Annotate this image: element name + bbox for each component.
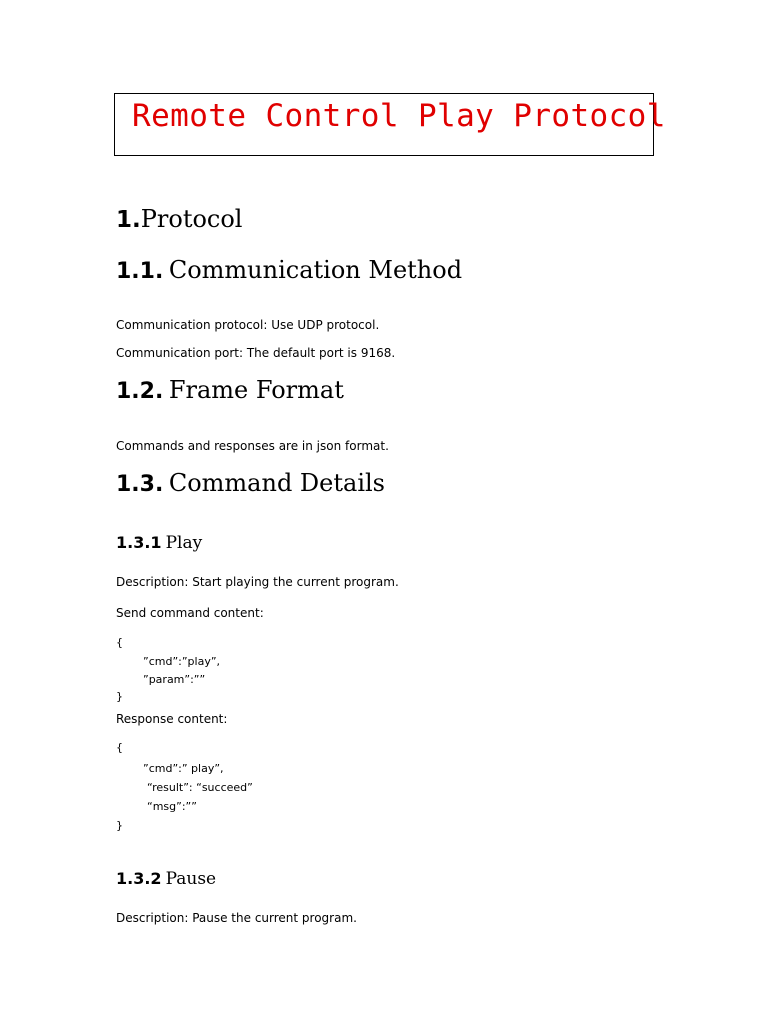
- document-title: Remote Control Play Protocol: [132, 98, 666, 134]
- heading-number: 1.3.2: [116, 869, 162, 888]
- heading-number: 1.3.: [116, 472, 164, 497]
- paragraph-port: Communication port: The default port is 9168.: [116, 346, 396, 360]
- code-line: ”cmd”:” play”,: [143, 762, 224, 775]
- code-line: ”param”:””: [143, 673, 206, 686]
- heading-frame-format: [116, 376, 344, 404]
- paragraph-protocol: Communication protocol: Use UDP protocol.: [116, 318, 380, 332]
- heading-protocol: [116, 205, 242, 233]
- code-line: “msg”:””: [147, 800, 197, 813]
- heading-communication-method: [116, 256, 462, 284]
- heading-text: Protocol: [140, 205, 243, 233]
- pause-description: Description: Pause the current program.: [116, 911, 357, 925]
- play-response-label: Response content:: [116, 712, 228, 726]
- heading-text: Play: [165, 533, 203, 553]
- heading-number: 1.1.: [116, 259, 164, 284]
- heading-number: 1.3.1: [116, 533, 162, 552]
- paragraph-json-format: Commands and responses are in json format.: [116, 439, 389, 453]
- heading-text: Command Details: [168, 469, 385, 497]
- code-line: “result”: “succeed”: [147, 781, 253, 794]
- heading-command-details: [116, 469, 385, 497]
- heading-play: [116, 533, 202, 553]
- heading-pause: [116, 869, 216, 889]
- code-line: {: [116, 741, 123, 754]
- title-box: [114, 93, 666, 156]
- heading-text: Pause: [165, 869, 217, 889]
- heading-text: Communication Method: [168, 256, 463, 284]
- heading-number: 1.2.: [116, 379, 164, 404]
- code-line: }: [116, 819, 123, 832]
- play-send-label: Send command content:: [116, 606, 264, 620]
- heading-text: Frame Format: [168, 376, 344, 404]
- play-description: Description: Start playing the current program.: [116, 575, 399, 589]
- code-line: ”cmd”:”play”,: [143, 655, 221, 668]
- code-line: {: [116, 636, 123, 649]
- heading-number: 1.: [116, 207, 141, 233]
- code-line: }: [116, 690, 123, 703]
